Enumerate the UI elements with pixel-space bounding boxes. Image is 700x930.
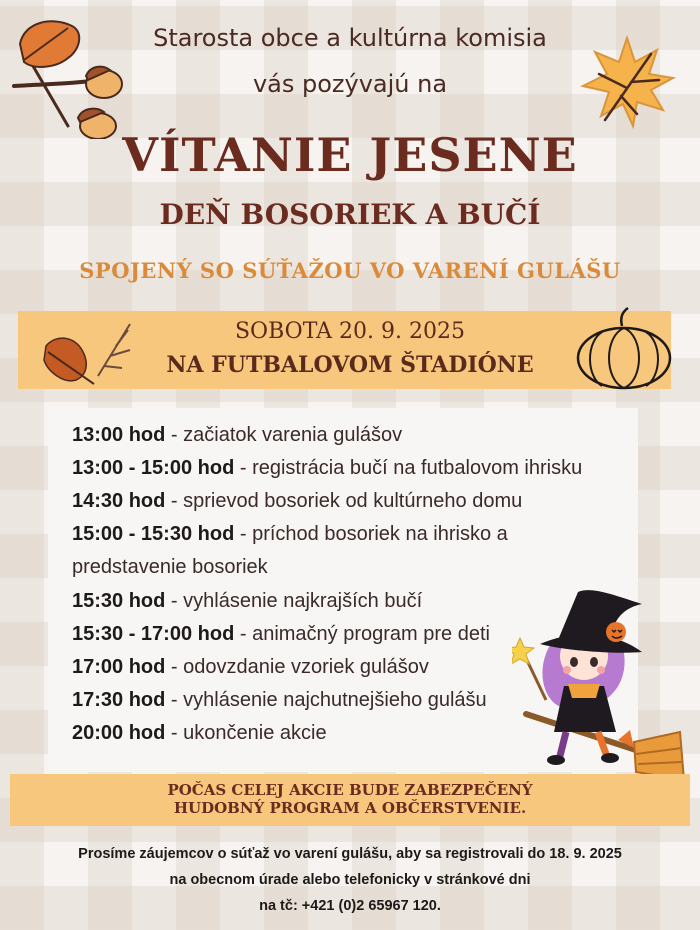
footer-line-1: Prosíme záujemcov o súťaž vo varení gulášu, aby sa registrovali do 18. 9. 2025 (78, 846, 622, 862)
schedule-desc: predstavenie bosoriek (72, 556, 268, 578)
schedule-item (72, 689, 487, 712)
schedule-desc: - vyhlásenie najchutnejšieho gulášu (165, 689, 487, 711)
pumpkin-icon (572, 306, 676, 392)
schedule-time: 14:30 hod (72, 490, 166, 512)
footer-line-3: na tč: +421 (0)2 65967 120. (259, 898, 441, 914)
schedule-time: 20:00 hod (72, 722, 166, 744)
schedule-time: 15:30 - 17:00 hod (72, 623, 235, 645)
schedule-desc: - príchod bosoriek na ihrisko a (234, 523, 508, 545)
witch-on-broom-icon (512, 582, 688, 782)
schedule-item (72, 656, 429, 679)
schedule-item (72, 523, 508, 546)
schedule-item (72, 424, 402, 447)
intro-line-2: vás pozývajú na (252, 70, 448, 98)
schedule-desc: - vyhlásenie najkrajších bučí (165, 590, 423, 612)
notice-line-1: POČAS CELEJ AKCIE BUDE ZABEZPEČENÝ (167, 781, 533, 799)
schedule-item (72, 590, 422, 613)
event-venue: NA FUTBALOVOM ŠTADIÓNE (166, 352, 534, 378)
schedule-desc: - animačný program pre deti (234, 623, 490, 645)
intro-line-1: Starosta obce a kultúrna komisia (153, 24, 547, 52)
schedule-time: 17:00 hod (72, 656, 166, 678)
schedule-desc: - registrácia bučí na futbalovom ihrisku (234, 457, 583, 479)
schedule-desc: - ukončenie akcie (165, 722, 327, 744)
schedule-time: 13:00 - 15:00 hod (72, 457, 235, 479)
schedule-time: 15:00 - 15:30 hod (72, 523, 235, 545)
schedule-time: 15:30 hod (72, 590, 166, 612)
schedule-item (72, 490, 522, 513)
schedule-item-continued (72, 556, 268, 579)
schedule-desc: - odovzdanie vzoriek gulášov (165, 656, 429, 678)
schedule-time: 17:30 hod (72, 689, 166, 711)
schedule-item (72, 623, 490, 646)
schedule-time: 13:00 hod (72, 424, 166, 446)
event-subtitle: DEŇ BOSORIEK A BUČÍ (159, 198, 541, 231)
schedule-item (72, 457, 582, 480)
event-tagline: SPOJENÝ SO SÚŤAŽOU VO VARENÍ GULÁŠU (79, 258, 621, 283)
event-date: SOBOTA 20. 9. 2025 (234, 319, 466, 344)
notice-line-2: HUDOBNÝ PROGRAM A OBČERSTVENIE. (173, 799, 527, 817)
footer-line-2: na obecnom úrade alebo telefonicky v stránkové dni (169, 872, 531, 888)
schedule-desc: - začiatok varenia gulášov (165, 424, 403, 446)
schedule-item (72, 722, 327, 745)
event-title: VÍTANIE JESENE (122, 128, 578, 182)
schedule-desc: - sprievod bosoriek od kultúrneho domu (165, 490, 523, 512)
